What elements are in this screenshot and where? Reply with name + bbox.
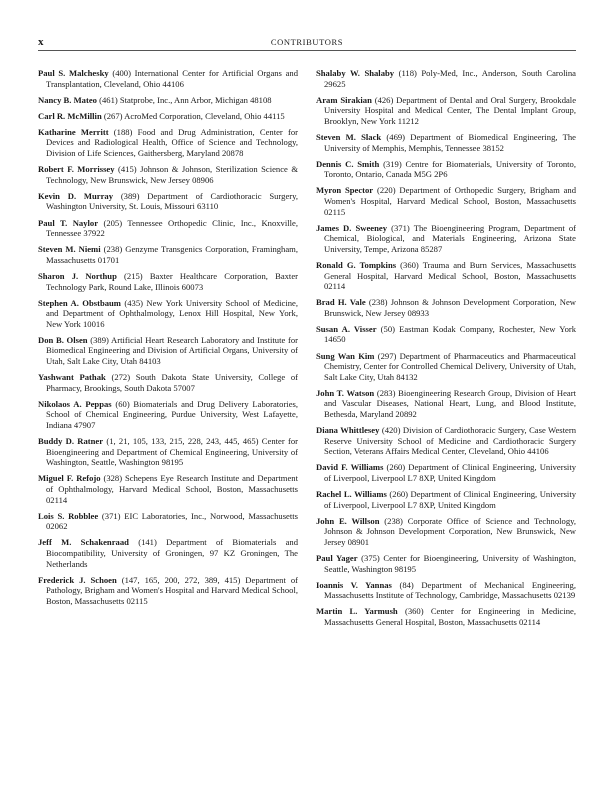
contributor-name: Buddy D. Ratner — [38, 436, 104, 447]
contributor-name: Ioannis V. Yannas — [316, 579, 392, 590]
contributor-name: Nancy B. Mateo — [38, 94, 97, 105]
contributor-affiliation: (297) Department of Pharmaceutics and Pharmaceutical Chemistry, Center for Controlled Chemical Delivery, University of Utah, Salt Lake City, Utah 84132 — [324, 350, 576, 382]
contributor-affiliation: (188) Food and Drug Administration, Center for Devices and Radiological Health, Office of Science and Technology, Division of Life Sciences, Gaithersberg, Maryland 20878 — [46, 126, 298, 159]
contributor-affiliation: (50) Eastman Kodak Company, Rochester, New York 14650 — [324, 323, 577, 345]
contributor-affiliation: (435) New York University School of Medicine, and Department of Ophthalmology, Lenox Hill Hospital, New York, New York 10016 — [46, 297, 298, 329]
contributor-entry — [38, 335, 298, 367]
contributor-entry — [38, 218, 298, 239]
contributor-affiliation: (118) Poly-Med, Inc., Anderson, South Carolina 29625 — [324, 68, 576, 89]
contributor-name: David F. Williams — [316, 462, 384, 473]
contributor-affiliation: (147, 165, 200, 272, 389, 415) Department of Pathology, Brigham and Women's Hospital and Harvard Medical School, Boston, Massachusetts 02115 — [46, 574, 298, 606]
contributor-name: Rachel L. Williams — [316, 489, 387, 500]
contributor-affiliation: (400) International Center for Artificial Organs and Transplantation, Cleveland, Ohio 44106 — [46, 68, 298, 89]
contributor-entry — [38, 271, 298, 292]
contributor-entry — [316, 68, 576, 89]
contributor-name: Shalaby W. Shalaby — [316, 68, 395, 78]
contributor-entry — [316, 388, 576, 420]
contributor-entry — [316, 351, 576, 383]
running-title: CONTRIBUTORS — [270, 37, 344, 47]
contributor-entry — [38, 436, 298, 468]
contributor-entry — [316, 489, 576, 510]
contributor-name: Stephen A. Obstbaum — [38, 297, 121, 308]
contributor-affiliation: (426) Department of Dental and Oral Surgery, Brookdale University Hospital and Medical Center, The Dental Implant Group, Brooklyn, New York 11212 — [324, 94, 577, 126]
contributor-affiliation: (360) Center for Engineering in Medicine, Massachusetts General Hospital, Boston, Massachusetts 02114 — [324, 606, 576, 628]
contributor-name: Robert F. Morrissey — [38, 164, 115, 175]
contributor-name: Ronald G. Tompkins — [316, 259, 397, 270]
contributor-entry — [38, 537, 298, 569]
contributor-entry — [316, 324, 576, 345]
contributor-name: Jeff M. Schakenraad — [38, 537, 129, 548]
contributor-name: Paul S. Malchesky — [38, 68, 109, 78]
contributor-name: Steven M. Slack — [316, 131, 382, 142]
contributor-entry — [316, 297, 576, 318]
contributor-entry — [38, 111, 298, 122]
contributor-name: Don B. Olsen — [38, 334, 88, 345]
contributor-entry — [38, 575, 298, 607]
contributor-name: Yashwant Pathak — [38, 372, 106, 383]
contributor-affiliation: (215) Baxter Healthcare Corporation, Baxter Technology Park, Round Lake, Illinois 60073 — [46, 270, 298, 292]
contributor-entry — [38, 511, 298, 532]
contributor-affiliation: (141) Department of Biomaterials and Biocompatibility, University of Groningen, 97 KZ Groningen, The Netherlands — [46, 537, 298, 569]
contributor-name: Brad H. Vale — [316, 297, 366, 308]
contributor-affiliation: (415) Johnson & Johnson, Sterilization Science & Technology, New Brunswick, New Jersey 08906 — [46, 164, 299, 185]
contributor-entry — [316, 185, 576, 217]
contributor-affiliation: (272) South Dakota State University, College of Pharmacy, Brookings, South Dakota 57007 — [46, 372, 298, 393]
contributor-name: Lois S. Robblee — [38, 510, 99, 521]
contributor-name: Steven M. Niemi — [38, 244, 101, 255]
contributor-affiliation: (375) Center for Bioengineering, University of Washington, Seattle, Washington 98195 — [324, 553, 576, 574]
contributor-name: Aram Sirakian — [316, 94, 372, 105]
contributor-entry — [316, 553, 576, 574]
contributor-entry — [316, 462, 576, 483]
contributor-name: James D. Sweeney — [316, 222, 388, 233]
contributor-affiliation: (371) The Bioengineering Program, Department of Chemical, Biological, and Materials Engineering, Arizona State University, Tempe, Arizona 85287 — [324, 222, 576, 254]
contributor-entry — [38, 127, 298, 159]
contributor-name: Sung Wan Kim — [316, 350, 375, 361]
contributor-name: Susan A. Visser — [316, 323, 377, 334]
contributor-entry — [316, 159, 576, 180]
contributor-name: Paul T. Naylor — [38, 217, 99, 228]
right-column — [316, 68, 576, 633]
contributor-name: Diana Whittlesey — [316, 425, 380, 436]
contributor-name: Martin L. Yarmush — [316, 606, 398, 617]
contributor-name: Katharine Merritt — [38, 126, 109, 137]
contributor-name: John E. Willson — [316, 515, 380, 526]
contributor-entry — [38, 191, 298, 212]
contributor-entry — [316, 516, 576, 548]
contributor-affiliation: (260) Department of Clinical Engineering, University of Liverpool, Liverpool L7 8XP, United Kingdom — [324, 489, 577, 510]
contributor-entry — [38, 68, 298, 89]
page-header — [38, 36, 576, 51]
contributor-affiliation: (469) Department of Biomedical Engineering, The University of Memphis, Memphis, Tennessee 38152 — [324, 131, 576, 153]
contributor-affiliation: (461) Statprobe, Inc., Ann Arbor, Michigan 48108 — [99, 94, 272, 105]
contributor-affiliation: (84) Department of Mechanical Engineering, Massachusetts Institute of Technology, Cambridge, Massachusetts 02139 — [324, 579, 576, 601]
contributor-name: Paul Yager — [316, 553, 358, 564]
contributor-name: John T. Watson — [316, 387, 375, 398]
contributor-entry — [38, 372, 298, 393]
contributor-affiliation: (238) Genzyme Transgenics Corporation, Framingham, Massachusetts 01701 — [46, 244, 298, 265]
contributor-affiliation: (389) Artificial Heart Research Laboratory and Institute for Biomedical Engineering and Division of Artificial Organs, University of Utah, Salt Lake City, Utah 84103 — [46, 334, 298, 367]
contributor-affiliation: (360) Trauma and Burn Services, Massachusetts General Hospital, Harvard Medical School, Boston, Massachusetts 02114 — [324, 259, 576, 292]
contributor-affiliation: (319) Centre for Biomaterials, University of Toronto, Toronto, Ontario, Canada M5G 2P6 — [324, 158, 577, 180]
contributor-affiliation: (205) Tennessee Orthopedic Clinic, Inc., Knoxville, Tennessee 37922 — [46, 217, 298, 239]
contributor-entry — [38, 164, 298, 185]
contributor-affiliation: (283) Bioengineering Research Group, Division of Heart and Vascular Diseases, National Heart, Lung, and Blood Institute, Bethesda, Maryland 20892 — [324, 387, 576, 420]
contributor-affiliation: (328) Schepens Eye Research Institute and Department of Ophthalmology, Harvard Medical School, Boston, Massachusetts 02114 — [46, 473, 298, 505]
contributor-entry — [316, 95, 576, 127]
contributor-entry — [316, 223, 576, 255]
contributor-name: Frederick J. Schoen — [38, 574, 117, 585]
contributor-entry — [316, 260, 576, 292]
contributor-entry — [38, 298, 298, 330]
contributor-entry — [316, 606, 576, 627]
contributor-affiliation: (267) AcroMed Corporation, Cleveland, Ohio 44115 — [103, 110, 285, 121]
contributor-name: Nikolaos A. Peppas — [38, 398, 112, 409]
contributor-affiliation: (238) Corporate Office of Science and Technology, Johnson & Johnson Development Corporation, New Brunswick, New Jersey 08901 — [324, 515, 576, 547]
contributor-affiliation: (420) Division of Cardiothoracic Surgery, Case Western Reserve University School of Medicine and Cardiothoracic Surgery Section, Veterans Affairs Medical Center, Cleveland, Ohio 44106 — [324, 425, 576, 457]
contributor-name: Sharon J. Northup — [38, 270, 117, 281]
contributor-affiliation: (220) Department of Orthopedic Surgery, Brigham and Women's Hospital, Harvard Medical School, Boston, Massachusetts 02115 — [324, 185, 576, 217]
contributor-affiliation: (1, 21, 105, 133, 215, 228, 243, 445, 465) Center for Bioengineering and Department of Chemical Engineering, University of Washington, Seattle, Washington 98195 — [46, 436, 299, 468]
contributor-name: Carl R. McMillin — [38, 110, 102, 121]
left-column — [38, 68, 298, 612]
contributor-entry — [38, 399, 298, 431]
page-number: x — [38, 36, 44, 48]
contributor-name: Miguel F. Refojo — [38, 473, 101, 484]
contributor-name: Myron Spector — [316, 185, 374, 196]
contributor-entry — [38, 244, 298, 265]
contributor-name: Kevin D. Murray — [38, 190, 114, 201]
contributor-entry — [38, 473, 298, 505]
contributor-entry — [38, 95, 298, 106]
contributor-entry — [316, 132, 576, 153]
contributor-affiliation: (371) EIC Laboratories, Inc., Norwood, Massachusetts 02062 — [46, 510, 298, 532]
contributor-affiliation: (389) Department of Cardiothoracic Surgery, Washington University, St. Louis, Missouri 63110 — [46, 190, 299, 212]
contributor-affiliation: (238) Johnson & Johnson Development Corporation, New Brunswick, New Jersey 08933 — [324, 297, 576, 318]
contributor-name: Dennis C. Smith — [316, 158, 380, 169]
contributor-affiliation: (260) Department of Clinical Engineering, University of Liverpool, Liverpool L7 8XP, United Kingdom — [324, 462, 577, 483]
contributor-entry — [316, 580, 576, 601]
contributor-entry — [316, 425, 576, 457]
contributor-affiliation: (60) Biomaterials and Drug Delivery Laboratories, School of Chemical Engineering, Purdue University, West Lafayette, Indiana 47907 — [46, 398, 299, 431]
